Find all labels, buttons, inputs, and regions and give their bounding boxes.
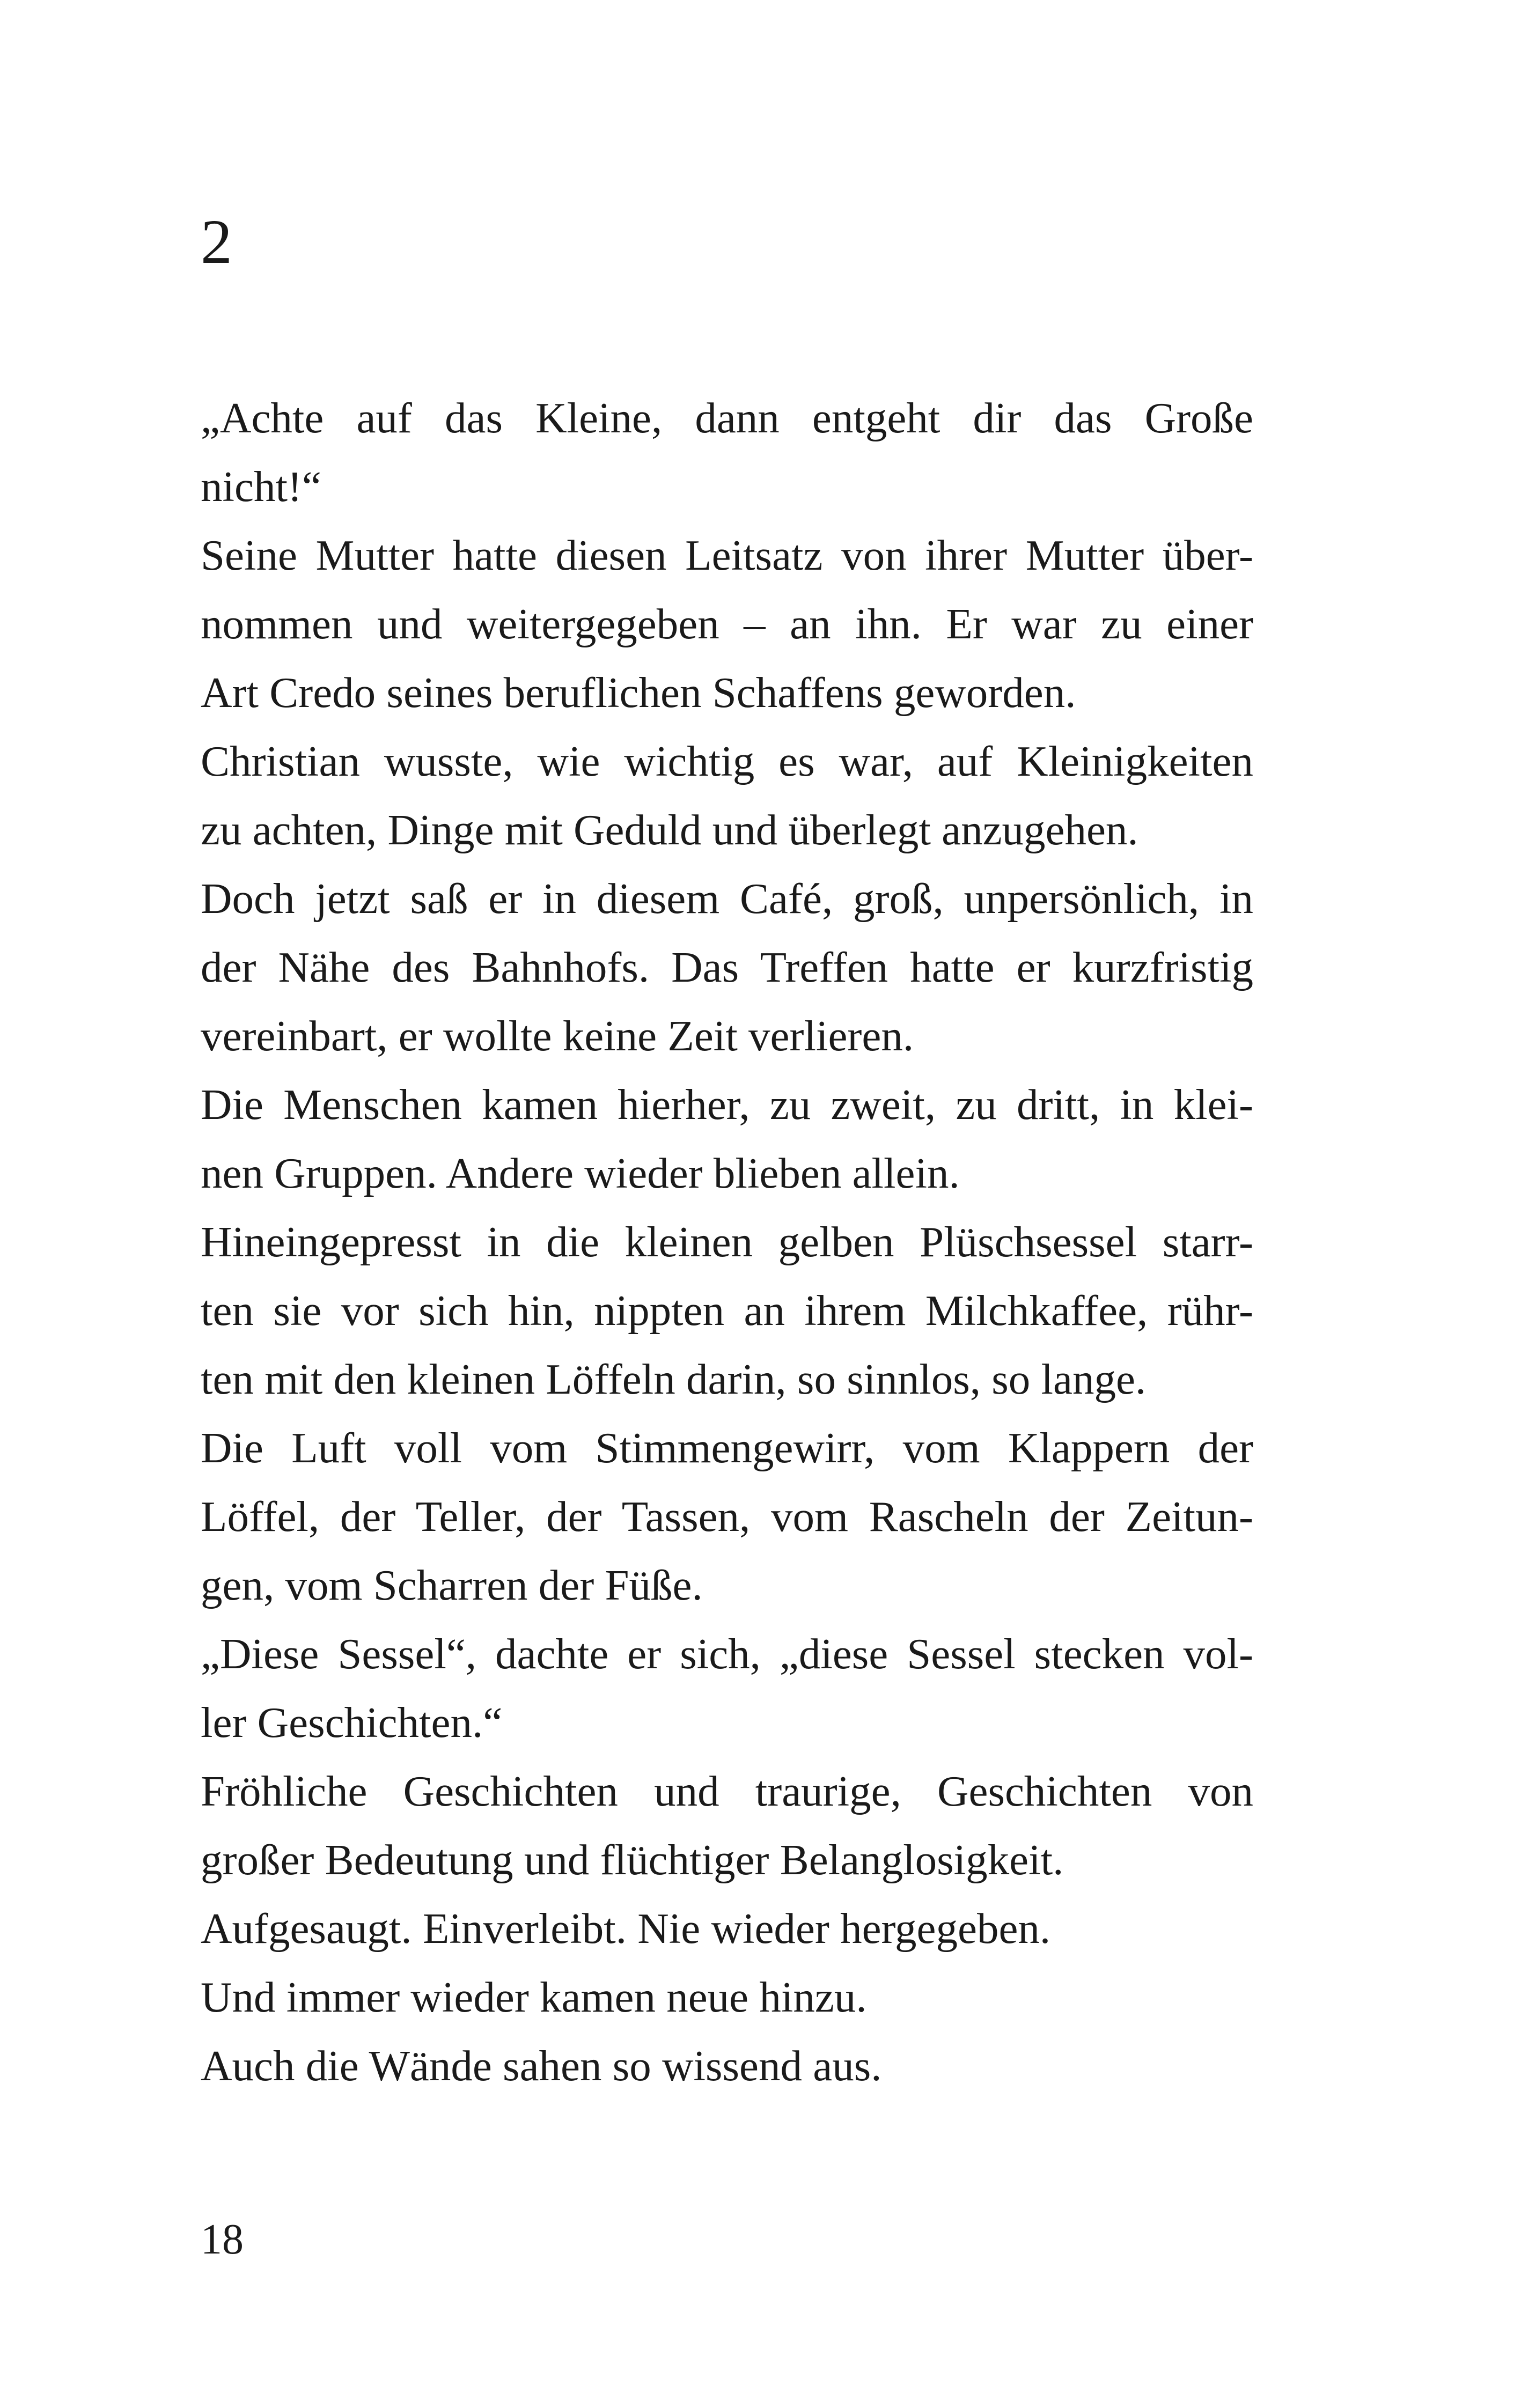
chapter-body-text bbox=[201, 384, 1253, 2100]
text-line: zu achten, Dinge mit Geduld und überlegt anzugehen. bbox=[201, 806, 1138, 854]
text-line: Die Menschen kamen hierher, zu zweit, zu dritt, in klei- bbox=[201, 1080, 1253, 1129]
text-line: nicht!“ bbox=[201, 462, 321, 511]
chapter-number: 2 bbox=[201, 207, 232, 277]
text-line: nommen und weitergegeben – an ihn. Er war zu einer bbox=[201, 600, 1253, 648]
text-line: „Diese Sessel“, dachte er sich, „diese Sessel stecken vol- bbox=[201, 1630, 1253, 1678]
text-line: Art Credo seines beruflichen Schaffens geworden. bbox=[201, 668, 1076, 717]
text-line: Die Luft voll vom Stimmengewirr, vom Klappern der bbox=[201, 1424, 1253, 1472]
text-line: vereinbart, er wollte keine Zeit verlieren. bbox=[201, 1012, 914, 1060]
text-line: der Nähe des Bahnhofs. Das Treffen hatte er kurzfristig bbox=[201, 943, 1253, 991]
text-line: „Achte auf das Kleine, dann entgeht dir das Große bbox=[201, 394, 1253, 442]
text-line: Und immer wieder kamen neue hinzu. bbox=[201, 1973, 867, 2021]
text-line: nen Gruppen. Andere wieder blieben allein. bbox=[201, 1149, 960, 1197]
text-line: gen, vom Scharren der Füße. bbox=[201, 1561, 703, 1609]
text-line: Doch jetzt saß er in diesem Café, groß, unpersönlich, in bbox=[201, 874, 1253, 923]
text-line: ler Geschichten.“ bbox=[201, 1698, 503, 1747]
text-line: großer Bedeutung und flüchtiger Belanglosigkeit. bbox=[201, 1836, 1064, 1884]
text-line: Aufgesaugt. Einverleibt. Nie wieder hergegeben. bbox=[201, 1904, 1051, 1953]
text-line: Hineingepresst in die kleinen gelben Plüschsessel starr- bbox=[201, 1218, 1253, 1266]
text-line: Löffel, der Teller, der Tassen, vom Rascheln der Zeitun- bbox=[201, 1492, 1253, 1541]
text-line: Seine Mutter hatte diesen Leitsatz von ihrer Mutter über- bbox=[201, 531, 1253, 579]
text-line: ten mit den kleinen Löffeln darin, so sinnlos, so lange. bbox=[201, 1355, 1147, 1403]
text-line: Auch die Wände sahen so wissend aus. bbox=[201, 2042, 882, 2090]
text-line: Christian wusste, wie wichtig es war, auf Kleinigkeiten bbox=[201, 737, 1253, 785]
text-line: ten sie vor sich hin, nippten an ihrem Milchkaffee, rühr- bbox=[201, 1286, 1253, 1335]
page-number: 18 bbox=[201, 2216, 244, 2263]
text-line: Fröhliche Geschichten und traurige, Geschichten von bbox=[201, 1767, 1253, 1815]
